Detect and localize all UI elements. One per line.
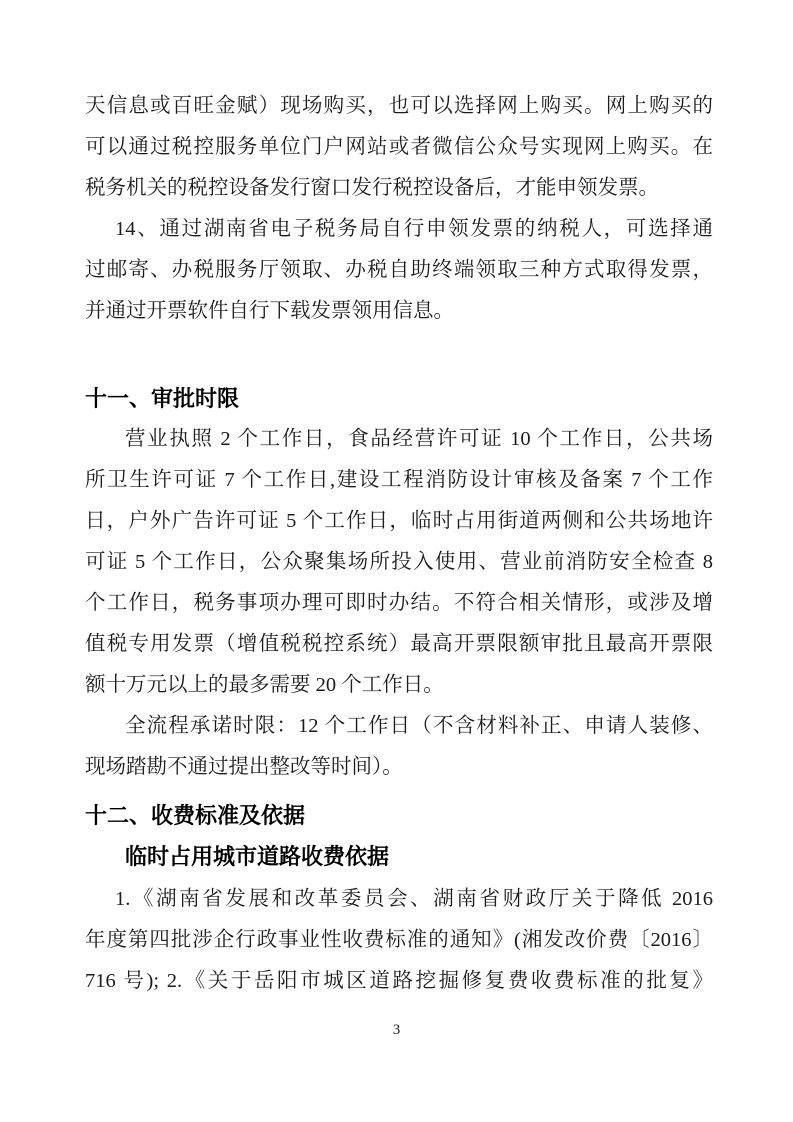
section-heading: 十二、收费标准及依据 <box>85 803 306 828</box>
text-line: 过邮寄、办税服务厅领取、办税自助终端领取三种方式取得发票， <box>85 259 713 281</box>
text-line: 营业执照 2 个工作日，食品经营许可证 10 个工作日，公共场 <box>125 428 713 450</box>
page-number: 3 <box>392 1022 401 1038</box>
text-line: 所卫生许可证 7 个工作日,建设工程消防设计审核及备案 7 个工作 <box>85 469 713 491</box>
text-line: 现场踏勘不通过提出整改等时间）。 <box>85 756 403 778</box>
text-line: 税务机关的税控设备发行窗口发行税控设备后，才能申领发票。 <box>85 177 659 199</box>
text-line: 天信息或百旺金赋）现场购买，也可以选择网上购买。网上购买的 <box>85 95 713 117</box>
text-line: 并通过开票软件自行下载发票领用信息。 <box>85 300 454 322</box>
text-line: 可以通过税控服务单位门户网站或者微信公众号实现网上购买。在 <box>85 136 713 158</box>
text-line: 额十万元以上的最多需要 20 个工作日。 <box>85 674 444 696</box>
text-line: 值税专用发票（增值税税控系统）最高开票限额审批且最高开票限 <box>85 633 713 655</box>
page-body <box>85 86 713 1002</box>
text-line: 可证 5 个工作日，公众聚集场所投入使用、营业前消防安全检查 8 <box>85 551 713 573</box>
section-heading: 十一、审批时限 <box>85 386 240 411</box>
text-line: 个工作日，税务事项办理可即时办结。不符合相关情形，或涉及增 <box>85 592 713 614</box>
text-line: 716 号); 2.《关于岳阳市城区道路挖掘修复费收费标准的批复》 <box>85 970 713 992</box>
text-line: 14、通过湖南省电子税务局自行申领发票的纳税人，可选择通 <box>115 218 713 240</box>
text-line: 年度第四批涉企行政事业性收费标准的通知》(湘发改价费〔2016〕 <box>85 929 713 951</box>
text-line: 1.《湖南省发展和改革委员会、湖南省财政厅关于降低 2016 <box>115 888 713 910</box>
text-line: 全流程承诺时限：12 个工作日（不含材料补正、申请人装修、 <box>125 715 713 737</box>
section-heading: 临时占用城市道路收费依据 <box>125 844 390 869</box>
text-line: 日，户外广告许可证 5 个工作日，临时占用街道两侧和公共场地许 <box>85 510 713 532</box>
